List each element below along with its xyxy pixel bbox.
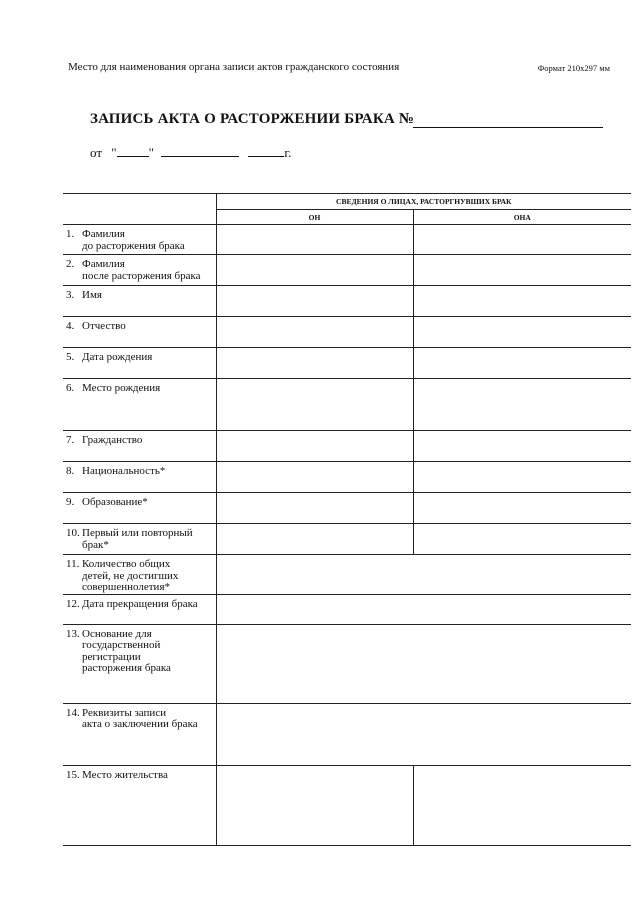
she-value-cell[interactable] xyxy=(413,379,631,431)
he-column-header: ОН xyxy=(216,210,413,225)
open-quote: " xyxy=(111,145,117,160)
table-row xyxy=(63,524,631,555)
row-label xyxy=(63,225,216,252)
she-value-cell[interactable] xyxy=(413,431,631,462)
she-column-header: ОНА xyxy=(413,210,631,225)
she-value-cell[interactable] xyxy=(413,348,631,379)
row-number: 10. xyxy=(66,527,80,539)
row-label-text: Реквизиты записи акта о заключении брака xyxy=(82,706,198,730)
table-row xyxy=(63,493,631,524)
row-label-cell xyxy=(63,555,216,595)
row-number: 5. xyxy=(66,351,75,363)
row-label-cell xyxy=(63,462,216,493)
row-number: 13. xyxy=(66,627,80,640)
header-empty-cell xyxy=(63,194,216,225)
row-number: 9. xyxy=(66,496,75,508)
row-label-text: Фамилия после расторжения брака xyxy=(82,258,201,282)
table-row xyxy=(63,594,631,624)
he-value-cell[interactable] xyxy=(216,286,413,317)
she-value-cell[interactable] xyxy=(413,317,631,348)
row-label xyxy=(63,555,216,594)
row-label-text: Дата рождения xyxy=(82,351,153,363)
table-row xyxy=(63,703,631,765)
row-number: 15. xyxy=(66,768,80,781)
she-value-cell[interactable] xyxy=(413,286,631,317)
date-prefix: от xyxy=(90,145,103,160)
table-row xyxy=(63,255,631,286)
table-row xyxy=(63,286,631,317)
divorce-record-table xyxy=(63,193,631,846)
row-number: 14. xyxy=(66,706,80,719)
he-value-cell[interactable] xyxy=(216,765,413,845)
row-label-cell xyxy=(63,317,216,348)
row-label-cell xyxy=(63,765,216,845)
row-label xyxy=(63,524,216,551)
year-field[interactable] xyxy=(248,145,284,157)
row-label-cell xyxy=(63,624,216,703)
she-value-cell[interactable] xyxy=(413,765,631,845)
row-label-cell xyxy=(63,431,216,462)
row-label xyxy=(63,286,216,302)
he-value-cell[interactable] xyxy=(216,493,413,524)
record-number-field[interactable] xyxy=(413,127,603,128)
row-label xyxy=(63,317,216,333)
row-label xyxy=(63,431,216,447)
row-label-cell xyxy=(63,255,216,286)
document-title: ЗАПИСЬ АКТА О РАСТОРЖЕНИИ БРАКА № xyxy=(90,111,415,127)
row-number: 3. xyxy=(66,289,75,301)
shared-value-cell[interactable] xyxy=(216,703,631,765)
row-label-text: Имя xyxy=(82,289,102,301)
she-value-cell[interactable] xyxy=(413,524,631,555)
row-number: 12. xyxy=(66,597,80,610)
row-label xyxy=(63,348,216,364)
row-label xyxy=(63,704,216,731)
she-value-cell[interactable] xyxy=(413,255,631,286)
row-label-text: Основание для государственной регистрации расторжения брака xyxy=(82,627,171,674)
table-row xyxy=(63,348,631,379)
row-label-cell xyxy=(63,225,216,255)
row-label-text: Первый или повторный брак* xyxy=(82,527,193,551)
registry-office-placeholder: Место для наименования органа записи актов гражданского состояния xyxy=(68,61,400,73)
table-row xyxy=(63,431,631,462)
row-number: 11. xyxy=(66,558,80,570)
row-label xyxy=(63,255,216,282)
row-label xyxy=(63,379,216,395)
row-number: 4. xyxy=(66,320,75,332)
row-number: 2. xyxy=(66,258,75,270)
row-label-cell xyxy=(63,286,216,317)
he-value-cell[interactable] xyxy=(216,462,413,493)
row-label-cell xyxy=(63,594,216,624)
shared-value-cell[interactable] xyxy=(216,594,631,624)
shared-value-cell[interactable] xyxy=(216,555,631,595)
row-number: 1. xyxy=(66,228,75,240)
row-label-text: Фамилия до расторжения брака xyxy=(82,228,185,252)
table-row xyxy=(63,317,631,348)
group-header: СВЕДЕНИЯ О ЛИЦАХ, РАСТОРГНУВШИХ БРАК xyxy=(336,197,512,206)
row-label-text: Дата прекращения брака xyxy=(82,597,198,610)
he-value-cell[interactable] xyxy=(216,524,413,555)
row-number: 7. xyxy=(66,434,75,446)
table-row xyxy=(63,462,631,493)
he-value-cell[interactable] xyxy=(216,379,413,431)
he-value-cell[interactable] xyxy=(216,431,413,462)
table-group-header-row xyxy=(63,194,631,210)
table-row xyxy=(63,379,631,431)
row-label xyxy=(63,493,216,509)
row-label-cell xyxy=(63,524,216,555)
he-value-cell[interactable] xyxy=(216,255,413,286)
group-header-cell xyxy=(216,194,631,210)
she-value-cell[interactable] xyxy=(413,225,631,255)
row-label-text: Образование* xyxy=(82,496,148,508)
shared-value-cell[interactable] xyxy=(216,624,631,703)
table-row xyxy=(63,555,631,595)
close-quote: " xyxy=(148,145,154,160)
row-label-cell xyxy=(63,379,216,431)
row-label xyxy=(63,625,216,675)
he-value-cell[interactable] xyxy=(216,225,413,255)
paper-format-note: Формат 210x297 мм xyxy=(537,63,610,73)
table-row xyxy=(63,225,631,255)
row-label-cell xyxy=(63,493,216,524)
row-label-cell xyxy=(63,348,216,379)
row-label-text: Национальность* xyxy=(82,465,166,477)
she-value-cell[interactable] xyxy=(413,462,631,493)
year-suffix: г. xyxy=(284,145,292,160)
row-label-text: Отчество xyxy=(82,320,126,332)
row-number: 6. xyxy=(66,382,75,394)
row-label-text: Гражданство xyxy=(82,434,143,446)
row-number: 8. xyxy=(66,465,75,477)
row-label-text: Место жительства xyxy=(82,768,168,781)
table-row xyxy=(63,624,631,703)
he-value-cell[interactable] xyxy=(216,348,413,379)
row-label-cell xyxy=(63,703,216,765)
row-label xyxy=(63,462,216,478)
day-field[interactable] xyxy=(117,145,149,157)
row-label xyxy=(63,595,216,611)
she-value-cell[interactable] xyxy=(413,493,631,524)
date-row xyxy=(90,145,292,161)
table-row xyxy=(63,765,631,845)
he-value-cell[interactable] xyxy=(216,317,413,348)
row-label-text: Место рождения xyxy=(82,382,161,394)
row-label xyxy=(63,766,216,782)
row-label-text: Количество общих детей, не достигших совершеннолетия* xyxy=(82,558,179,593)
month-field[interactable] xyxy=(161,145,239,157)
